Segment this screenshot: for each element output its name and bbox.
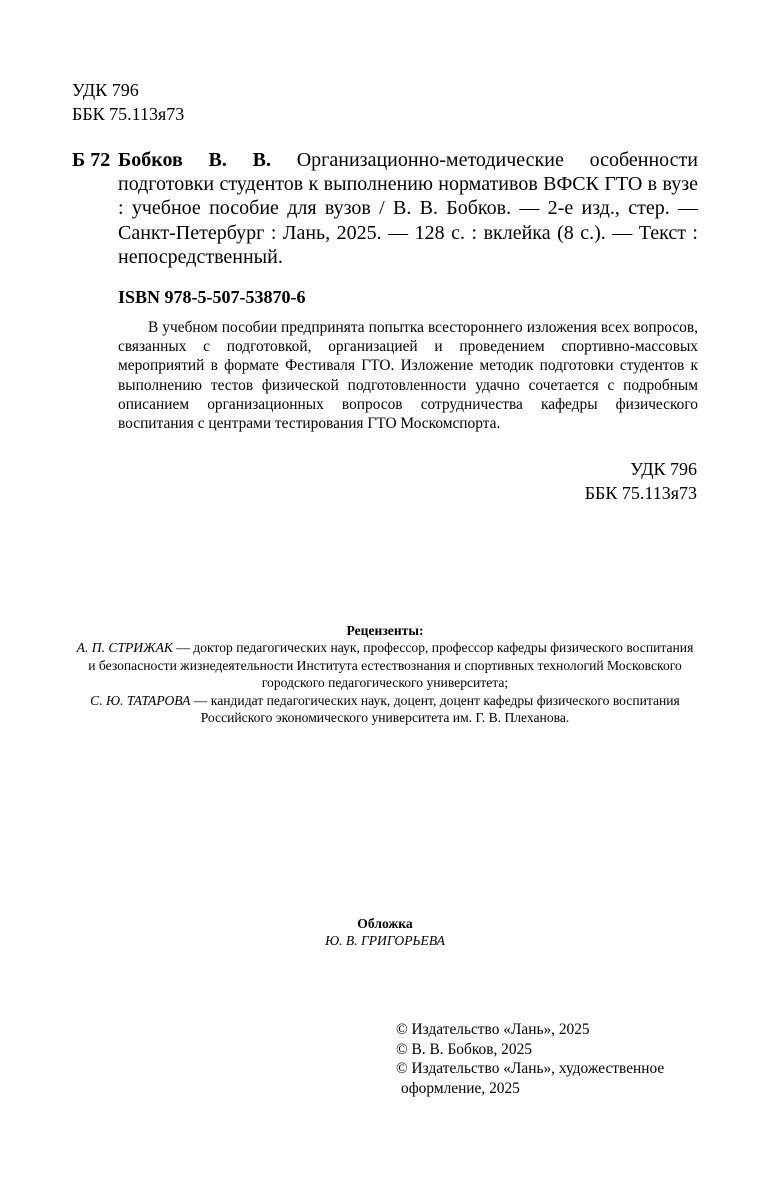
bibliographic-entry (118, 148, 698, 269)
reviewers-block (72, 622, 698, 726)
cover-designer: Ю. В. ГРИГОРЬЕВА (325, 933, 445, 949)
copyright-line-2: © В. В. Бобков, 2025 (396, 1040, 532, 1058)
entry-author: Бобков В. В. (118, 149, 271, 171)
copyright-line-3: © Издательство «Лань», художественное (396, 1060, 665, 1077)
copyright-line-3-continued: оформление, 2025 (401, 1079, 520, 1097)
copyright-line-1: © Издательство «Лань», 2025 (396, 1021, 590, 1038)
bbk-code-bottom: ББК 75.113я73 (584, 483, 697, 503)
reviewer-1-text: — доктор педагогических наук, профессор, профессор кафедры физического воспитания и безопасности жизнедеятельности Института естествознания и спортивных технологий Московского городского педагогического университета; (88, 640, 694, 691)
cover-heading: Обложка (357, 916, 413, 931)
reviewers-heading: Рецензенты: (346, 623, 424, 638)
cover-credit (72, 915, 698, 950)
bottom-classification (585, 457, 697, 505)
reviewer-2 (72, 692, 698, 727)
isbn: ISBN 978-5-507-53870-6 (118, 287, 306, 307)
reviewer-2-text: — кандидат педагогических наук, доцент, доцент кафедры физического воспитания Российского экономического университета им. Г. В. Плеханова. (190, 692, 680, 726)
copyright-block (396, 1020, 664, 1098)
top-classification (72, 78, 184, 126)
author-mark: Б 72 (72, 149, 111, 171)
abstract: В учебном пособии предпринята попытка всестороннего изложения всех вопросов, связанных с подготовкой, организацией и проведением спортивно-массовых мероприятий в формате Фестиваля ГТО. Изложение методик подготовки студентов к выполнению тестов физической подготовленности удачно сочетается с подробным описанием организационных вопросов сотрудничества кафедры физического воспитания с центрами тестирования ГТО Москомспорта. (118, 319, 698, 433)
reviewer-1-name: А. П. СТРИЖАК (76, 640, 173, 656)
reviewer-1 (72, 639, 698, 691)
udk-code: УДК 796 (72, 80, 139, 100)
entry-description: Организационно-методические особенности подготовки студентов к выполнению нормативов ВФСК ГТО в вузе : учебное пособие для вузов / В. В. Бобков. — 2-е изд., стер. — Санкт-Петербург : Лань, 2025. — 128 с. : вклейка (8 с.). — Текст : непосредственный. (118, 149, 698, 268)
udk-code-bottom: УДК 796 (630, 459, 697, 479)
reviewer-2-name: С. Ю. ТАТАРОВА (90, 692, 191, 708)
bbk-code: ББК 75.113я73 (72, 104, 185, 124)
